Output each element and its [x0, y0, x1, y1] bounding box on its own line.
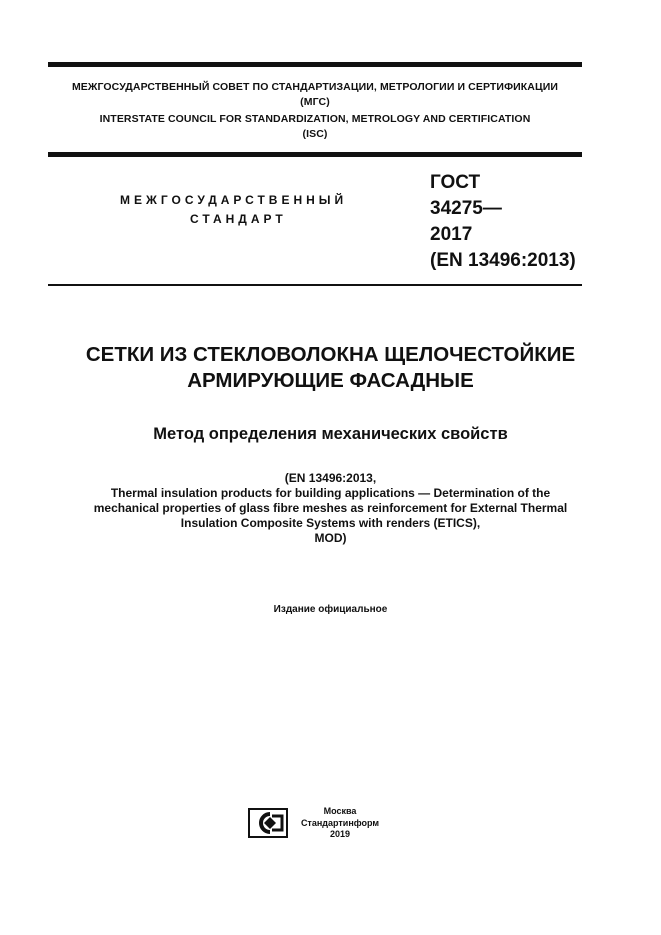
standard-type-line2: СТАНДАРТ: [190, 212, 287, 226]
standartinform-logo-icon: [248, 808, 288, 838]
council-ru-name: МЕЖГОСУДАРСТВЕННЫЙ СОВЕТ ПО СТАНДАРТИЗАЦИИ, МЕТРОЛОГИИ И СЕРТИФИКАЦИИ: [71, 81, 559, 93]
publisher-year: 2019: [329, 829, 351, 839]
header-bottom-rule: [48, 152, 582, 157]
publisher-block: [292, 806, 388, 841]
council-en-abbr: (ISC): [302, 128, 328, 140]
council-en: [48, 112, 582, 142]
designation-bottom-rule: [48, 284, 582, 286]
official-edition-label: Издание официальное: [273, 604, 388, 615]
gost-number: 34275—: [430, 198, 502, 219]
en-reference-line1: (EN 13496:2013,: [284, 471, 377, 485]
top-rule: [48, 62, 582, 67]
gost-designation: [430, 170, 576, 274]
council-ru-abbr: (МГС): [300, 96, 330, 108]
council-ru: [48, 80, 582, 110]
standard-type-line1: МЕЖГОСУДАРСТВЕННЫЙ: [120, 193, 348, 207]
en-reference-line4: Insulation Composite Systems with renders (ETICS),: [180, 516, 481, 530]
en-reference-line3: mechanical properties of glass fibre meshes as reinforcement for External Thermal: [93, 501, 568, 515]
publisher-city: Москва: [323, 806, 357, 816]
gost-en-equivalent: (EN 13496:2013): [430, 250, 576, 271]
gost-year: 2017: [430, 224, 473, 245]
publisher-name: Стандартинформ: [300, 817, 380, 828]
en-reference-line2: Thermal insulation products for building applications — Determination of the: [110, 486, 551, 500]
document-title: [30, 342, 631, 394]
document-subtitle: Метод определения механических свойств: [153, 425, 508, 443]
gost-label: ГОСТ: [430, 172, 481, 193]
en-reference-line5: MOD): [314, 531, 347, 545]
en-reference: [40, 471, 621, 546]
title-line1: СЕТКИ ИЗ СТЕКЛОВОЛОКНА ЩЕЛОЧЕСТОЙКИЕ: [85, 343, 576, 366]
title-line2: АРМИРУЮЩИЕ ФАСАДНЫЕ: [187, 369, 474, 392]
council-en-name: INTERSTATE COUNCIL FOR STANDARDIZATION, METROLOGY AND CERTIFICATION: [99, 113, 531, 125]
